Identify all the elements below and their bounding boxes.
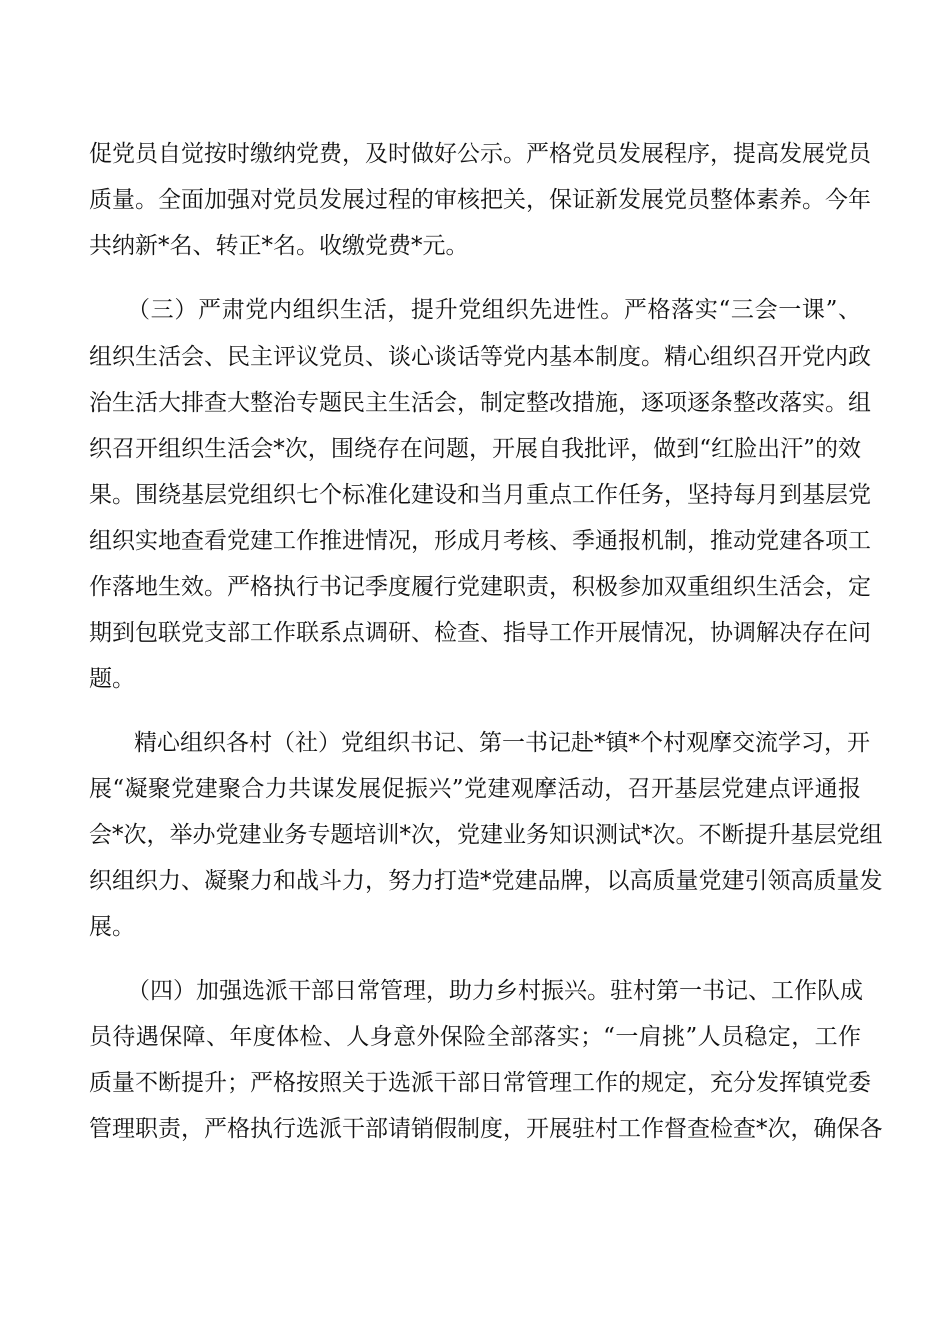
text-line: （三）严肃党内组织生活，提升党组织先进性。严格落实“三会一课”、 (127, 297, 861, 323)
text-line: 织召开组织生活会*次，围绕存在问题，开展自我批评，做到“红脸出汗”的效 (89, 436, 861, 462)
text-line: （四）加强选派干部日常管理，助力乡村振兴。驻村第一书记、工作队成 (127, 978, 863, 1004)
text-line: 题。 (89, 666, 135, 692)
text-line: 展“凝聚党建聚合力共谋发展促振兴”党建观摩活动，召开基层党建点评通报 (89, 776, 861, 802)
text-line: 作落地生效。严格执行书记季度履行党建职责，积极参加双重组织生活会，定 (89, 574, 871, 600)
text-line: 展。 (89, 914, 135, 940)
text-line: 质量。全面加强对党员发展过程的审核把关，保证新发展党员整体素养。今年 (89, 187, 871, 213)
text-line: 组织实地查看党建工作推进情况，形成月考核、季通报机制，推动党建各项工 (89, 528, 871, 554)
text-line: 共纳新*名、转正*名。收缴党费*元。 (89, 233, 469, 259)
text-line: 会*次，举办党建业务专题培训*次，党建业务知识测试*次。不断提升基层党组 (89, 822, 883, 848)
text-line: 组织生活会、民主评议党员、谈心谈话等党内基本制度。精心组织召开党内政 (89, 344, 871, 370)
text-line: 管理职责，严格执行选派干部请销假制度，开展驻村工作督查检查*次，确保各 (89, 1116, 883, 1142)
text-line: 期到包联党支部工作联系点调研、检查、指导工作开展情况，协调解决存在问 (89, 620, 871, 646)
text-line: 员待遇保障、年度体检、人身意外保险全部落实；“一肩挑”人员稳定，工作 (89, 1024, 861, 1050)
text-line: 促党员自觉按时缴纳党费，及时做好公示。严格党员发展程序，提高发展党员 (89, 141, 871, 167)
text-line: 质量不断提升；严格按照关于选派干部日常管理工作的规定，充分发挥镇党委 (89, 1070, 871, 1096)
text-line: 治生活大排查大整治专题民主生活会，制定整改措施，逐项逐条整改落实。组 (89, 390, 871, 416)
text-line: 织组织力、凝聚力和战斗力，努力打造*党建品牌，以高质量党建引领高质量发 (89, 868, 883, 894)
text-line: 精心组织各村（社）党组织书记、第一书记赴*镇*个村观摩交流学习，开 (134, 730, 870, 756)
text-line: 果。围绕基层党组织七个标准化建设和当月重点工作任务，坚持每月到基层党 (89, 482, 871, 508)
